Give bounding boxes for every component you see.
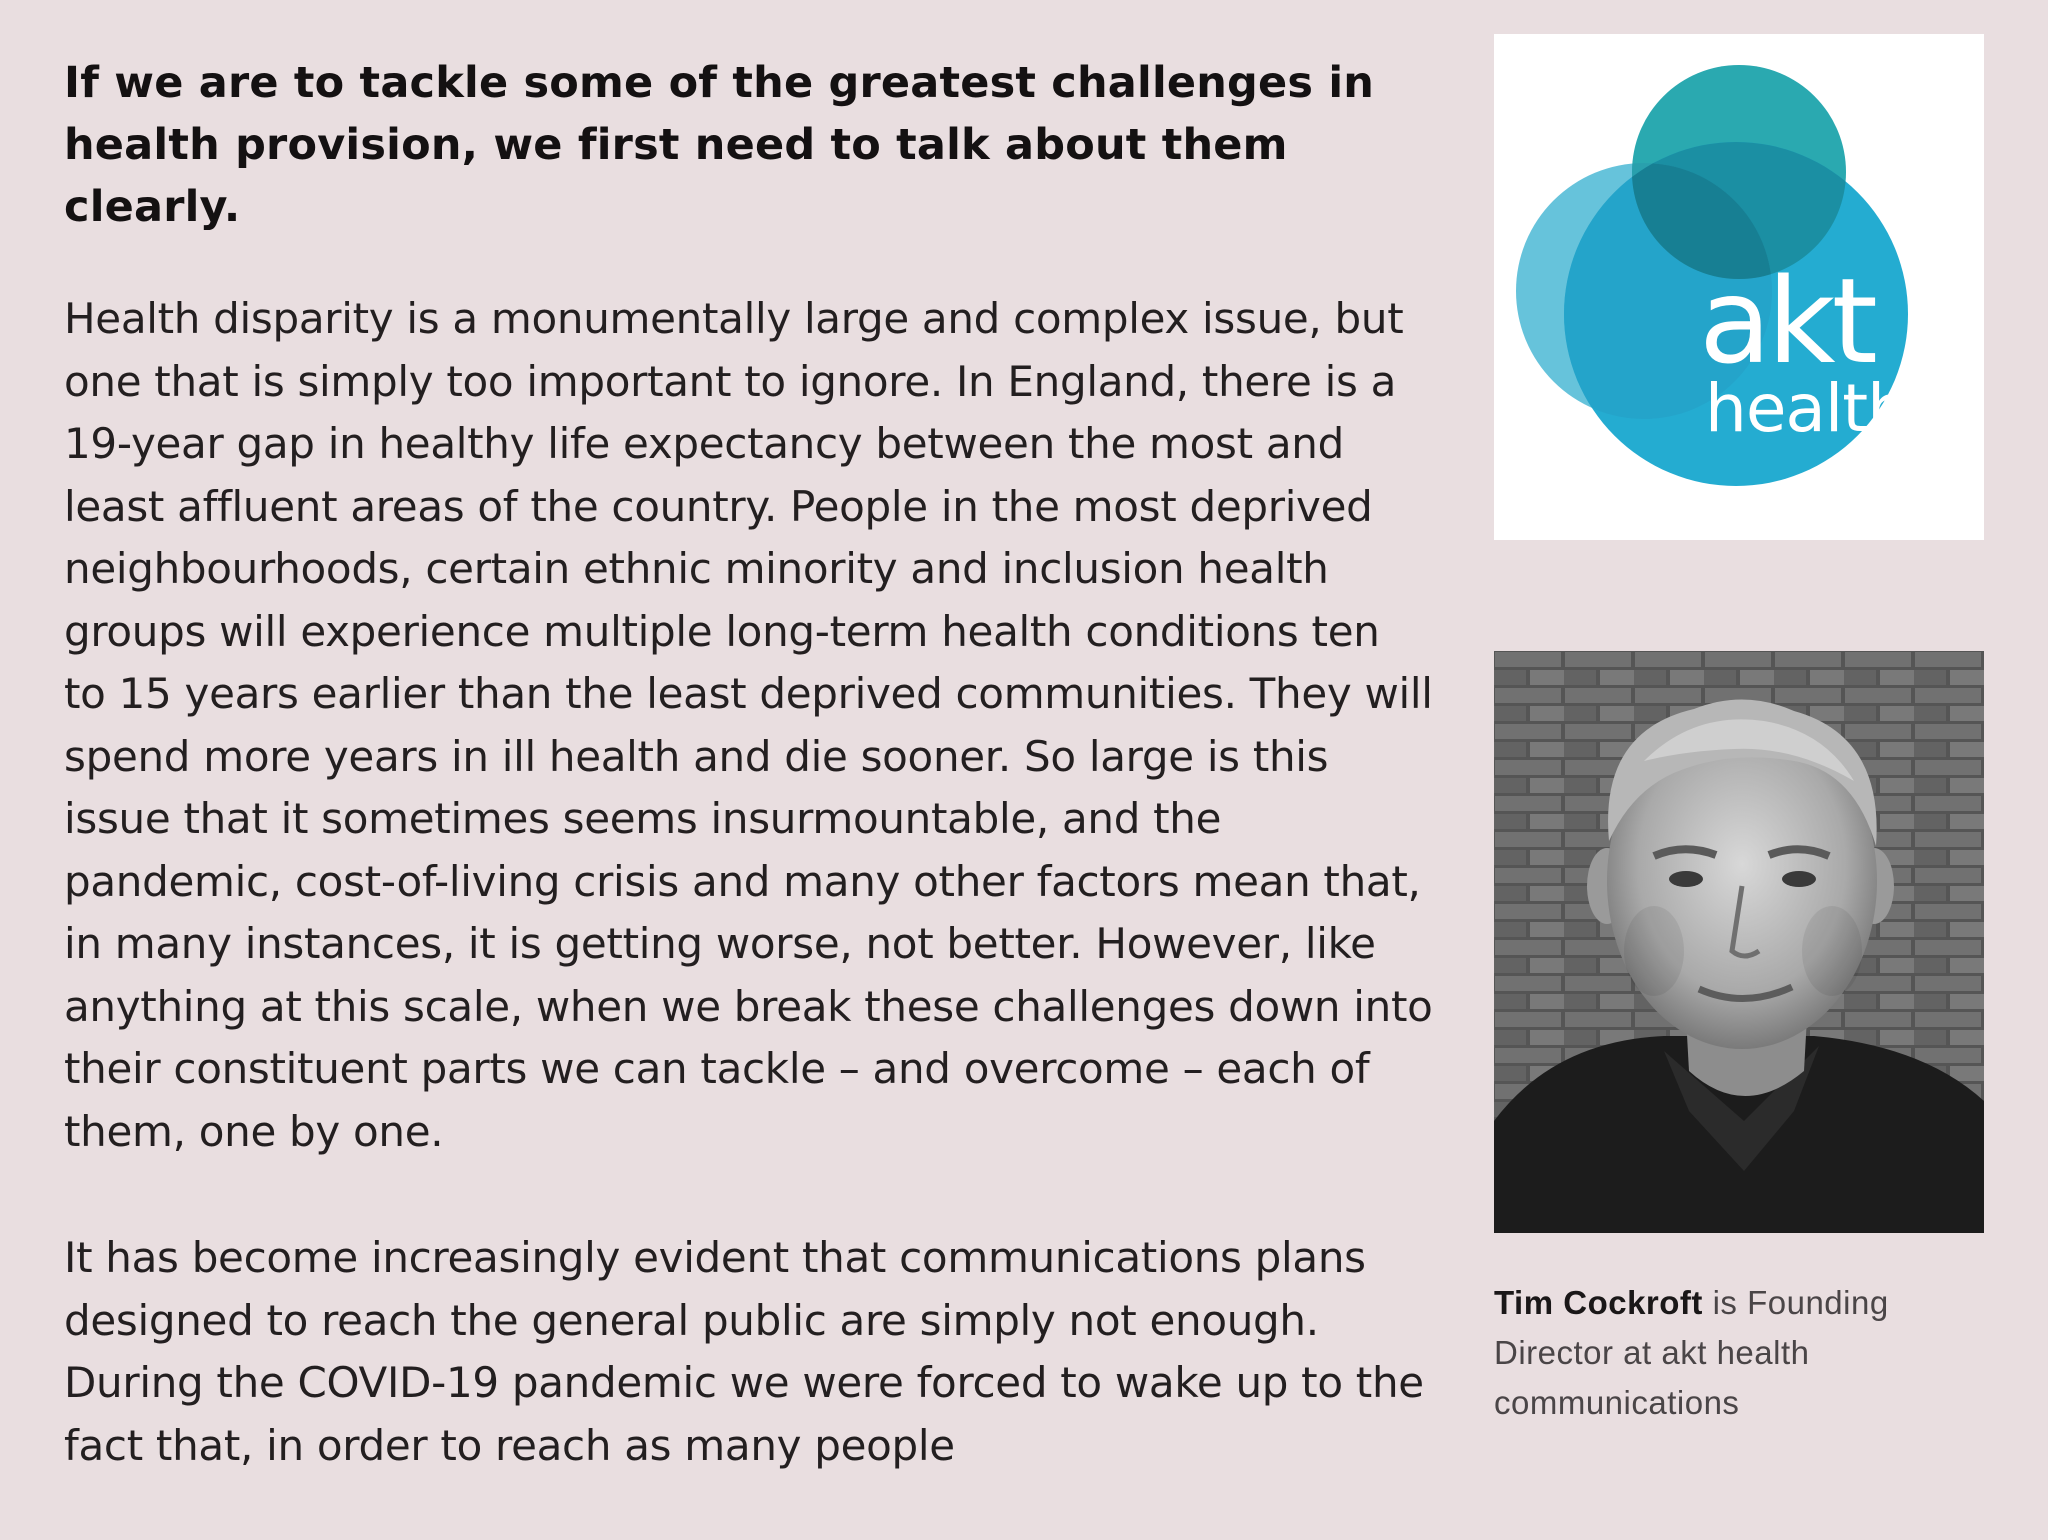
logo-word-akt: akt [1699,252,1874,390]
article-body [64,52,1434,1477]
author-role: is Founding Director at akt health communications [1494,1284,1889,1421]
author-photo [1494,651,1984,1233]
akt-health-logo [1494,34,1984,540]
author-caption [1494,1278,2004,1428]
article-paragraph: Health disparity is a monumentally large and complex issue, but one that is simply too important to ignore. In England, there is a 19-year gap in healthy life expectancy between the most and least affluent areas of the country. People in the most deprived neighbourhoods, certain ethnic minority and inclusion health groups will experience multiple long-term health conditions ten to 15 years earlier than the least deprived communities. They will spend more years in ill health and die sooner. So large is this issue that it sometimes seems insurmountable, and the pandemic, cost-of-living crisis and many other factors mean that, in many instances, it is getting worse, not better. However, like anything at this scale, when we break these challenges down into their constituent parts we can tackle – and overcome – each of them, one by one. [64,294,1433,1156]
portrait-photo [1494,651,1984,1233]
logo-graphic [1494,34,1984,540]
author-name: Tim Cockroft [1494,1284,1703,1321]
article-lead: If we are to tackle some of the greatest challenges in health provision, we first need to talk about them clearly. [64,58,1375,232]
article-paragraph: It has become increasingly evident that communications plans designed to reach the general public are simply not enough. During the COVID-19 pandemic we were forced to wake up to the fact that, in order to reach as many people [64,1233,1424,1470]
logo-word-health: health [1705,370,1908,447]
